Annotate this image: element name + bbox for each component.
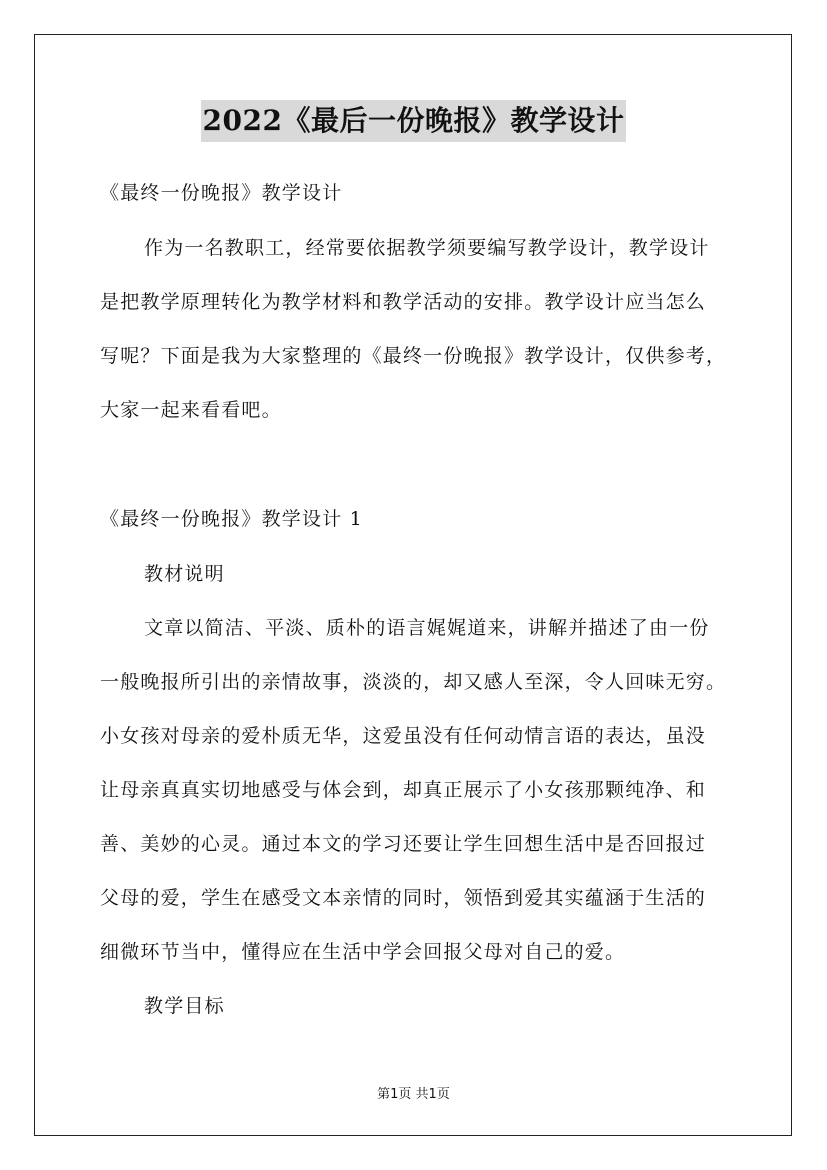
intro-line-4: 大家一起来看看吧。 — [100, 399, 282, 421]
document-subtitle: 《最终一份晚报》教学设计 — [100, 182, 343, 204]
paragraph-line-2: 一般晚报所引出的亲情故事，淡淡的，却又感人至深，令人回味无穷。 — [100, 671, 727, 693]
paragraph-line-1: 文章以简洁、平淡、质朴的语言娓娓道来，讲解并描述了由一份 — [144, 617, 710, 639]
intro-line-2: 是把教学原理转化为教学材料和教学活动的安排。教学设计应当怎么 — [100, 291, 707, 313]
paragraph-line-3: 小女孩对母亲的爱朴质无华，这爱虽没有任何动情言语的表达，虽没 — [100, 725, 707, 747]
paragraph-line-6: 父母的爱，学生在感受文本亲情的同时，领悟到爱其实蕴涵于生活的 — [100, 887, 707, 909]
title-container — [0, 100, 827, 142]
section-heading: 《最终一份晚报》教学设计 1 — [100, 508, 363, 530]
subheading-objectives: 教学目标 — [144, 995, 225, 1017]
subheading-materials: 教材说明 — [144, 563, 225, 585]
intro-line-3: 写呢？下面是我为大家整理的《最终一份晚报》教学设计，仅供参考， — [100, 345, 727, 367]
page-footer: 第1页 共1页 — [377, 1087, 450, 1102]
paragraph-line-7: 细微环节当中，懂得应在生活中学会回报父母对自己的爱。 — [100, 941, 626, 963]
paragraph-line-5: 善、美妙的心灵。通过本文的学习还要让学生回想生活中是否回报过 — [100, 833, 707, 855]
document-title: 2022《最后一份晚报》教学设计 — [201, 100, 627, 142]
paragraph-line-4: 让母亲真真实切地感受与体会到，却真正展示了小女孩那颗纯净、和 — [100, 779, 707, 801]
intro-line-1: 作为一名教职工，经常要依据教学须要编写教学设计，教学设计 — [144, 237, 710, 259]
